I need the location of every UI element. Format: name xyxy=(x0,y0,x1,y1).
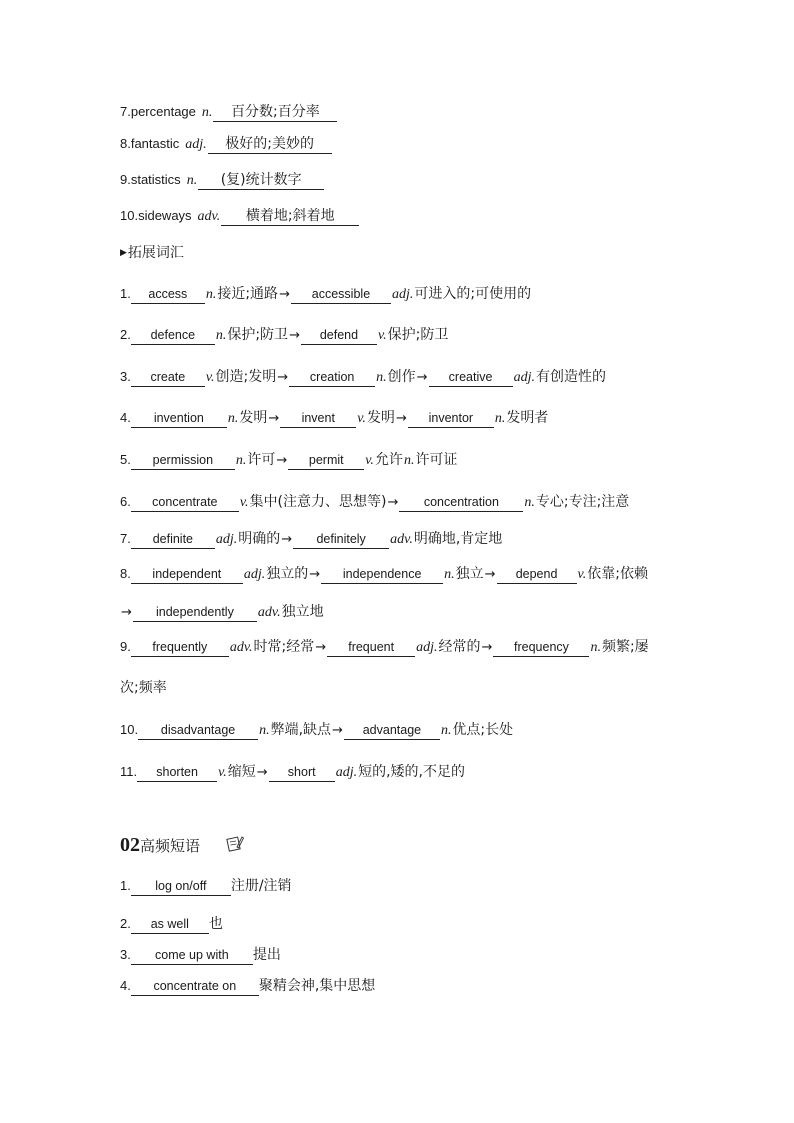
item-number: 5. xyxy=(120,452,131,467)
answer-blank: 极好的;美妙的 xyxy=(208,136,332,154)
arrow-icon: → xyxy=(416,370,428,385)
arrow-icon: → xyxy=(281,532,293,547)
item-number: 6. xyxy=(120,494,131,509)
meaning-text: 提出 xyxy=(252,947,281,963)
meaning-text: 集中(注意力、思想等) xyxy=(249,494,387,510)
part-of-speech: v. xyxy=(357,411,366,426)
meaning-text: 保护;防卫 xyxy=(227,327,289,343)
answer-blank: inventor xyxy=(408,410,494,428)
answer-blank: invention xyxy=(131,410,227,428)
item-number: 8. xyxy=(120,566,131,581)
meaning-text: 创作 xyxy=(387,369,416,385)
answer-blank: definite xyxy=(131,531,215,549)
meaning-text: 接近;通路 xyxy=(217,286,279,302)
answer-blank: frequently xyxy=(131,639,229,657)
meaning-text: 发明 xyxy=(239,410,268,426)
arrow-icon: → xyxy=(289,328,300,343)
answer-blank: frequent xyxy=(327,639,415,657)
meaning-text: 有创造性的 xyxy=(535,369,606,385)
answer-blank: creation xyxy=(289,369,375,387)
arrow-icon: → xyxy=(268,411,280,426)
answer-blank: (复)统计数字 xyxy=(198,172,324,190)
answer-blank: permission xyxy=(131,452,235,470)
answer-blank: permit xyxy=(288,452,364,470)
answer-blank: 横着地;斜着地 xyxy=(221,208,359,226)
part-of-speech: n. xyxy=(215,328,227,343)
meaning-text: 可进入的;可使用的 xyxy=(414,286,532,302)
item-number: 11. xyxy=(120,764,138,779)
part-of-speech: v. xyxy=(205,370,215,385)
part-of-speech: v. xyxy=(365,453,374,468)
answer-blank: as well xyxy=(131,916,209,934)
part-of-speech: n. xyxy=(186,173,198,188)
answer-blank: definitely xyxy=(293,531,389,549)
answer-blank: short xyxy=(269,764,335,782)
expand-item xyxy=(120,529,502,549)
meaning-text: 时常;经常 xyxy=(253,639,315,655)
answer-blank: depend xyxy=(497,566,577,584)
expand-item xyxy=(120,564,648,584)
meaning-text: 独立地 xyxy=(281,604,324,620)
item-number: 3. xyxy=(120,369,131,384)
item-number: 4. xyxy=(120,410,131,425)
phrase-item xyxy=(120,945,281,965)
answer-blank: concentrate xyxy=(131,494,239,512)
item-number: 9. xyxy=(120,639,131,654)
expand-item xyxy=(120,720,513,740)
item-number: 8. xyxy=(120,136,131,151)
answer-blank: concentration xyxy=(399,494,523,512)
answer-blank: defend xyxy=(301,327,377,345)
part-of-speech: adv. xyxy=(390,532,413,547)
part-of-speech: adj. xyxy=(243,567,266,582)
part-of-speech: adv. xyxy=(257,605,281,620)
phrase-item xyxy=(120,876,292,896)
expand-item xyxy=(120,678,167,698)
meaning-text: 次;频率 xyxy=(120,680,167,696)
meaning-text: 弊端,缺点 xyxy=(270,722,332,738)
answer-blank: shorten xyxy=(137,764,217,782)
phrase-item xyxy=(120,914,223,934)
answer-blank: defence xyxy=(131,327,215,345)
expand-item xyxy=(120,408,548,428)
answer-blank: independent xyxy=(131,566,243,584)
section-phrases-title: 高频短语 xyxy=(140,837,201,855)
item-number: 9. xyxy=(120,172,131,187)
part-of-speech: adj. xyxy=(513,370,535,385)
part-of-speech: n. xyxy=(259,723,270,738)
arrow-icon: → xyxy=(277,370,289,385)
part-of-speech: n. xyxy=(440,723,452,738)
part-of-speech: v. xyxy=(577,567,587,582)
item-number: 2. xyxy=(120,327,131,342)
arrow-icon: → xyxy=(395,411,407,426)
expand-item xyxy=(120,492,629,512)
answer-blank: frequency xyxy=(493,639,589,657)
meaning-text: 注册/注销 xyxy=(230,878,292,894)
arrow-icon: → xyxy=(276,453,288,468)
meaning-text: 明确的 xyxy=(238,531,281,547)
meaning-text: 发明者 xyxy=(506,410,549,426)
answer-blank: accessible xyxy=(291,286,391,304)
part-of-speech: n. xyxy=(444,567,455,582)
meaning-text: 频繁;屡 xyxy=(601,639,649,655)
triangle-bullet-icon: ▶ xyxy=(120,248,127,258)
meaning-text: 独立 xyxy=(455,566,484,582)
arrow-icon: → xyxy=(121,605,132,620)
part-of-speech: adv. xyxy=(197,209,221,224)
meaning-text: 发明 xyxy=(366,410,395,426)
expand-item xyxy=(120,637,649,657)
part-of-speech: adj. xyxy=(416,640,438,655)
meaning-text: 明确地,肯定地 xyxy=(413,531,503,547)
arrow-icon: → xyxy=(315,640,327,655)
vocab-item xyxy=(120,206,359,226)
answer-blank: come up with xyxy=(131,947,253,965)
item-number: 7. xyxy=(120,104,131,119)
item-number: 2. xyxy=(120,916,131,931)
arrow-icon: → xyxy=(484,567,496,582)
answer-blank: invent xyxy=(280,410,356,428)
item-number: 1. xyxy=(120,878,131,893)
meaning-text: 依靠;依赖 xyxy=(587,566,648,582)
vocab-word: sideways xyxy=(138,208,192,223)
part-of-speech: n. xyxy=(205,287,217,302)
part-of-speech: adj. xyxy=(215,532,238,547)
part-of-speech: adj. xyxy=(391,287,414,302)
section-phrases-heading xyxy=(120,832,244,860)
answer-blank: independence xyxy=(321,566,443,584)
meaning-text: 也 xyxy=(208,916,223,932)
part-of-speech: v. xyxy=(377,328,387,343)
answer-blank: log on/off xyxy=(131,878,231,896)
pencil-note-icon xyxy=(226,835,244,853)
part-of-speech: n. xyxy=(403,453,415,468)
item-number: 10. xyxy=(120,722,139,737)
part-of-speech: n. xyxy=(524,495,535,510)
answer-blank: advantage xyxy=(344,722,440,740)
meaning-text: 专心;专注;注意 xyxy=(535,494,630,510)
arrow-icon: → xyxy=(332,723,343,738)
part-of-speech: v. xyxy=(239,495,249,510)
expand-item xyxy=(120,284,531,304)
meaning-text: 优点;长处 xyxy=(452,722,514,738)
phrase-item xyxy=(120,976,375,996)
arrow-icon: → xyxy=(309,567,321,582)
arrow-icon: → xyxy=(481,640,493,655)
part-of-speech: n. xyxy=(590,640,601,655)
item-number: 10. xyxy=(120,208,139,223)
vocab-word: statistics xyxy=(130,172,181,187)
meaning-text: 缩短 xyxy=(227,764,256,780)
section-expand-heading xyxy=(120,243,184,263)
answer-blank: disadvantage xyxy=(138,722,258,740)
answer-blank: creative xyxy=(429,369,513,387)
expand-item xyxy=(120,325,448,345)
vocab-word: fantastic xyxy=(130,136,180,151)
vocab-word: percentage xyxy=(130,104,196,119)
arrow-icon: → xyxy=(387,495,399,510)
expand-item xyxy=(120,367,606,387)
part-of-speech: n. xyxy=(201,105,213,120)
part-of-speech: n. xyxy=(494,411,506,426)
meaning-text: 许可证 xyxy=(415,452,458,468)
answer-blank: independently xyxy=(133,604,257,622)
arrow-icon: → xyxy=(279,287,290,302)
meaning-text: 保护;防卫 xyxy=(387,327,449,343)
part-of-speech: n. xyxy=(227,411,239,426)
answer-blank: concentrate on xyxy=(131,978,259,996)
expand-item xyxy=(120,762,465,782)
expand-item xyxy=(120,602,324,622)
meaning-text: 聚精会神,集中思想 xyxy=(258,978,376,994)
item-number: 1. xyxy=(120,286,131,301)
vocab-item xyxy=(120,170,324,190)
arrow-icon: → xyxy=(256,765,268,780)
part-of-speech: n. xyxy=(235,453,247,468)
meaning-text: 许可 xyxy=(247,452,276,468)
vocab-item xyxy=(120,102,337,122)
meaning-text: 经常的 xyxy=(438,639,481,655)
section-number: 02 xyxy=(120,834,140,856)
part-of-speech: n. xyxy=(376,370,387,385)
part-of-speech: adj. xyxy=(185,137,207,152)
answer-blank: 百分数;百分率 xyxy=(213,104,337,122)
vocab-item xyxy=(120,134,332,154)
part-of-speech: v. xyxy=(218,765,227,780)
meaning-text: 创造;发明 xyxy=(215,369,277,385)
item-number: 4. xyxy=(120,978,131,993)
item-number: 7. xyxy=(120,531,131,546)
part-of-speech: adj. xyxy=(335,765,358,780)
answer-blank: create xyxy=(131,369,205,387)
expand-item xyxy=(120,450,457,470)
meaning-text: 短的,矮的,不足的 xyxy=(358,764,465,780)
meaning-text: 独立的 xyxy=(266,566,309,582)
answer-blank: access xyxy=(131,286,205,304)
item-number: 3. xyxy=(120,947,131,962)
meaning-text: 允许 xyxy=(374,452,403,468)
section-expand-title: 拓展词汇 xyxy=(127,245,184,261)
part-of-speech: adv. xyxy=(229,640,253,655)
